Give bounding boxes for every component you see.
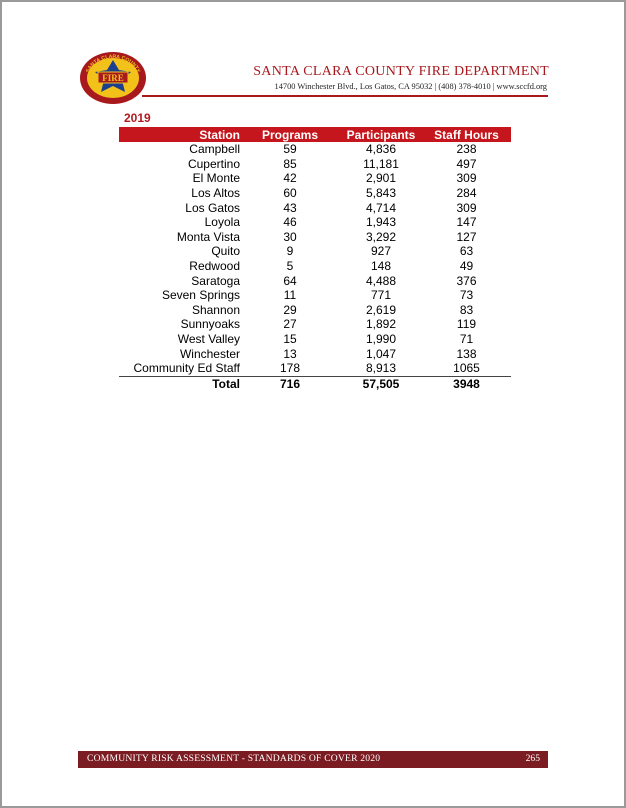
station-name: Campbell bbox=[189, 142, 240, 157]
table-header-row bbox=[119, 127, 511, 142]
programs-value: 42 bbox=[283, 171, 297, 186]
programs-value: 27 bbox=[283, 317, 297, 332]
table-row bbox=[119, 200, 511, 215]
staff-hours-value: 119 bbox=[456, 317, 477, 332]
staff-hours-value: 309 bbox=[456, 171, 477, 186]
table-total-row bbox=[119, 376, 511, 392]
participants-value: 11,181 bbox=[363, 156, 399, 171]
table-row bbox=[119, 346, 511, 361]
station-name: Los Altos bbox=[191, 186, 240, 201]
programs-value: 5 bbox=[286, 259, 294, 274]
participants-value: 5,843 bbox=[365, 186, 397, 201]
station-name: Shannon bbox=[191, 302, 240, 317]
page-number: 265 bbox=[525, 753, 540, 764]
footer-title: COMMUNITY RISK ASSESSMENT - STANDARDS OF COVER 2020 bbox=[87, 753, 381, 764]
participants-value: 3,292 bbox=[365, 229, 397, 244]
table-row bbox=[119, 186, 511, 201]
staff-hours-value: 71 bbox=[459, 332, 474, 347]
footer-band bbox=[78, 751, 548, 768]
column-header-participants: Participants bbox=[340, 127, 422, 142]
station-name: Winchester bbox=[179, 346, 240, 361]
programs-value: 85 bbox=[283, 156, 297, 171]
logo-arc-text: SANTA CLARA COUNTY bbox=[85, 53, 141, 74]
station-name: Sunnyoaks bbox=[180, 317, 240, 332]
station-name: Seven Springs bbox=[161, 288, 240, 303]
station-name: West Valley bbox=[177, 332, 240, 347]
staff-hours-value: 138 bbox=[456, 346, 477, 361]
year-label: 2019 bbox=[124, 111, 151, 125]
staff-hours-value: 49 bbox=[459, 259, 474, 274]
station-statistics-table bbox=[119, 127, 511, 392]
programs-value: 43 bbox=[283, 200, 297, 215]
logo-center-text: FIRE bbox=[102, 73, 124, 83]
table-row bbox=[119, 288, 511, 303]
table-row bbox=[119, 317, 511, 332]
total-participants: 57,505 bbox=[340, 376, 422, 392]
organization-address: 14700 Winchester Blvd., Los Gatos, CA 95032 | (408) 378-4010 | www.sccfd.org bbox=[274, 82, 547, 91]
participants-value: 2,619 bbox=[365, 302, 397, 317]
participants-value: 1,892 bbox=[365, 317, 397, 332]
programs-value: 13 bbox=[283, 346, 297, 361]
programs-value: 15 bbox=[283, 332, 297, 347]
participants-value: 927 bbox=[370, 244, 392, 259]
participants-value: 4,714 bbox=[365, 200, 397, 215]
participants-value: 771 bbox=[370, 288, 392, 303]
participants-value: 1,943 bbox=[365, 215, 397, 230]
staff-hours-value: 497 bbox=[456, 156, 477, 171]
station-name: Monta Vista bbox=[176, 229, 240, 244]
header-rule bbox=[142, 95, 548, 97]
staff-hours-value: 73 bbox=[459, 288, 474, 303]
programs-value: 59 bbox=[283, 142, 297, 157]
table-row bbox=[119, 215, 511, 230]
station-name: El Monte bbox=[192, 171, 240, 186]
table-row bbox=[119, 230, 511, 245]
staff-hours-value: 284 bbox=[456, 186, 477, 201]
column-header-programs: Programs bbox=[240, 127, 340, 142]
table-row bbox=[119, 361, 511, 376]
staff-hours-value: 83 bbox=[459, 302, 474, 317]
participants-value: 2,901 bbox=[365, 171, 397, 186]
programs-value: 9 bbox=[286, 244, 294, 259]
programs-value: 64 bbox=[283, 273, 297, 288]
total-programs: 716 bbox=[240, 376, 340, 392]
table-row bbox=[119, 332, 511, 347]
staff-hours-value: 147 bbox=[456, 215, 477, 230]
total-label: Total bbox=[119, 376, 240, 392]
station-name: Community Ed Staff bbox=[133, 361, 240, 376]
table-row bbox=[119, 157, 511, 172]
participants-value: 4,836 bbox=[365, 142, 397, 157]
programs-value: 30 bbox=[283, 229, 297, 244]
table-row bbox=[119, 171, 511, 186]
station-name: Los Gatos bbox=[185, 200, 240, 215]
column-header-station: Station bbox=[119, 127, 240, 142]
participants-value: 148 bbox=[370, 259, 392, 274]
staff-hours-value: 63 bbox=[459, 244, 474, 259]
table-row bbox=[119, 273, 511, 288]
table-row bbox=[119, 259, 511, 274]
staff-hours-value: 309 bbox=[456, 200, 477, 215]
station-name: Saratoga bbox=[191, 273, 240, 288]
total-staff-hours: 3948 bbox=[422, 376, 511, 392]
staff-hours-value: 127 bbox=[456, 229, 477, 244]
station-name: Loyola bbox=[204, 215, 240, 230]
column-header-staff-hours: Staff Hours bbox=[422, 127, 511, 142]
organization-name: SANTA CLARA COUNTY FIRE DEPARTMENT bbox=[253, 64, 549, 79]
participants-value: 8,913 bbox=[365, 361, 397, 376]
staff-hours-value: 238 bbox=[456, 142, 477, 157]
station-name: Redwood bbox=[189, 259, 240, 274]
participants-value: 4,488 bbox=[365, 273, 397, 288]
fire-department-logo bbox=[78, 50, 148, 106]
programs-value: 60 bbox=[283, 186, 297, 201]
table-row bbox=[119, 303, 511, 318]
programs-value: 178 bbox=[279, 361, 301, 376]
participants-value: 1,047 bbox=[365, 346, 397, 361]
station-name: Quito bbox=[211, 244, 240, 259]
table-row bbox=[119, 142, 511, 157]
station-name: Cupertino bbox=[187, 156, 240, 171]
staff-hours-value: 1065 bbox=[453, 361, 480, 376]
participants-value: 1,990 bbox=[365, 332, 397, 347]
programs-value: 46 bbox=[283, 215, 297, 230]
programs-value: 29 bbox=[283, 302, 297, 317]
table-row bbox=[119, 244, 511, 259]
staff-hours-value: 376 bbox=[456, 273, 477, 288]
programs-value: 11 bbox=[283, 288, 297, 303]
